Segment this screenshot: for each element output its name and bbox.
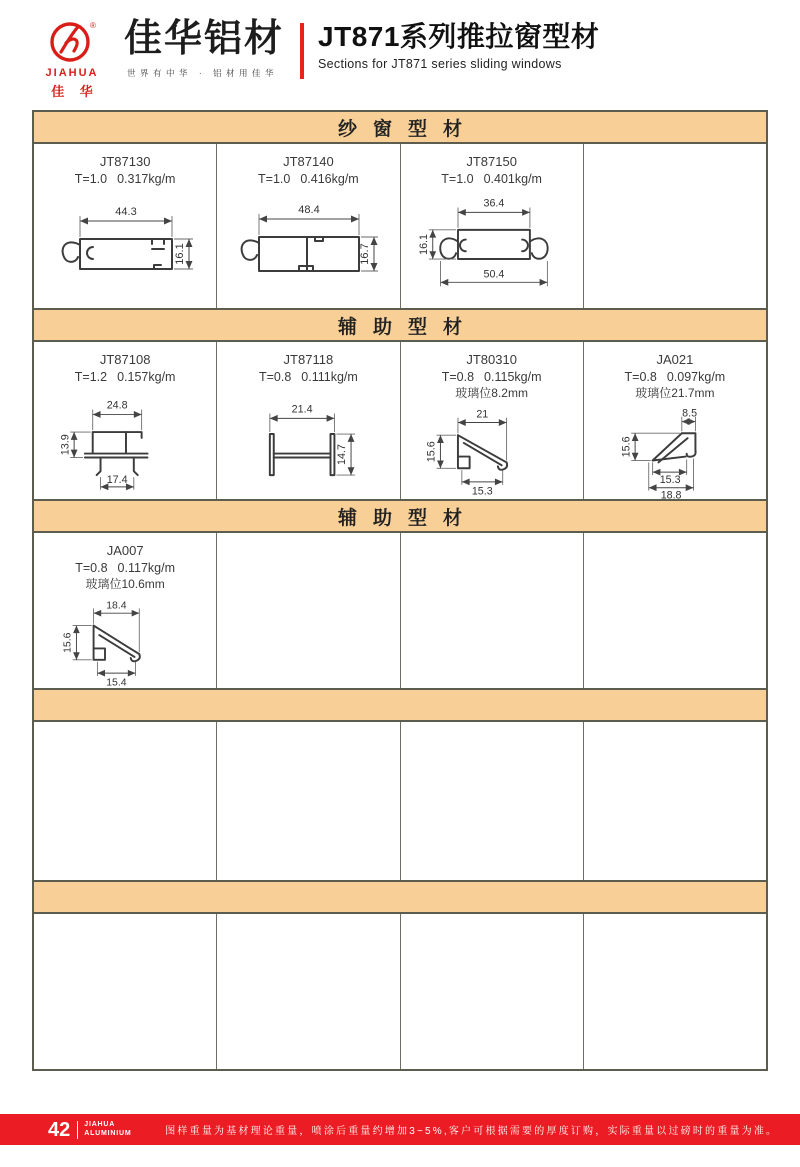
table-row <box>34 342 766 499</box>
series-title-en: Sections for JT871 series sliding windows <box>318 56 562 71</box>
table-row <box>34 144 766 308</box>
dim-label-top: 8.5 <box>682 407 697 420</box>
dim-label-left: 15.6 <box>62 632 74 653</box>
profile-drawing-ja021 <box>590 406 760 499</box>
profile-code: JT87118 <box>283 352 334 367</box>
empty-cell <box>400 722 583 880</box>
profile-spec: T=0.8 0.111kg/m <box>258 369 358 384</box>
page-number: 42 <box>48 1118 71 1141</box>
logo-brand-en: JIAHUA <box>45 67 99 79</box>
empty-cell <box>583 144 766 308</box>
dim-label-left: 15.6 <box>425 440 438 462</box>
table-row <box>34 722 766 880</box>
table-row <box>34 914 766 1069</box>
profile-spec: T=1.0 0.416kg/m <box>258 171 359 186</box>
table-row <box>34 533 766 688</box>
profile-code: JT80310 <box>466 352 517 367</box>
empty-cell <box>400 914 583 1069</box>
profile-spec: T=1.0 0.317kg/m <box>74 171 176 186</box>
profile-glass-position: 玻璃位10.6mm <box>85 577 165 592</box>
company-slogan: 世界有中华 · 铝材用佳华 <box>127 67 279 78</box>
profile-spec: T=1.2 0.157kg/m <box>74 369 176 384</box>
profile-cell-jt87118 <box>216 342 399 499</box>
series-title-cn: JT871系列推拉窗型材 <box>318 21 600 52</box>
dim-label-top: 24.8 <box>106 399 128 412</box>
dim-label-left: 15.6 <box>620 436 633 457</box>
profile-cell-ja007 <box>34 533 216 688</box>
profile-spec: T=0.8 0.097kg/m <box>624 369 726 384</box>
dim-label-bottom-outer: 18.8 <box>660 489 682 499</box>
profile-cell-jt87150 <box>400 144 583 308</box>
profile-code: JA021 <box>656 352 694 367</box>
logo-brand-cn: 佳 华 <box>51 84 99 99</box>
profile-cell-jt87140 <box>216 144 399 308</box>
profile-drawing-jt87150 <box>407 191 577 308</box>
footer-brand: JIAHUA ALUMINIUM <box>84 1121 132 1137</box>
dim-label-bottom: 15.4 <box>106 677 127 688</box>
empty-cell <box>34 722 216 880</box>
empty-cell <box>34 914 216 1069</box>
profile-glass-position: 玻璃位21.7mm <box>635 386 715 401</box>
dim-label-right: 16.1 <box>174 243 187 266</box>
profile-cell-jt87108 <box>34 342 216 499</box>
dim-label-left: 13.9 <box>59 434 72 456</box>
empty-cell <box>400 533 583 688</box>
jiahua-logo-icon <box>47 20 97 66</box>
registered-mark: ® <box>90 21 96 30</box>
section-band-auxiliary-profiles-2: 辅助型材 <box>34 499 766 533</box>
profile-drawing-jt87140 <box>223 191 393 307</box>
profile-drawing-jt87108 <box>40 389 210 499</box>
dim-label-top: 21.4 <box>292 403 313 416</box>
dim-label-top: 44.3 <box>115 206 137 219</box>
empty-cell <box>583 722 766 880</box>
profile-drawing-jt87130 <box>40 191 210 307</box>
profile-code: JT87150 <box>466 154 517 169</box>
profile-code: JA007 <box>106 543 144 558</box>
empty-cell <box>216 533 399 688</box>
profile-drawing-jt87118 <box>223 389 393 499</box>
page-footer <box>0 1114 800 1145</box>
section-band-auxiliary-profiles-1: 辅助型材 <box>34 308 766 342</box>
dim-label-top: 48.4 <box>298 204 321 217</box>
page-header <box>26 20 599 100</box>
company-name: 佳华铝材 <box>124 18 285 60</box>
section-band-empty-2 <box>34 880 766 914</box>
jiahua-logo <box>26 20 118 100</box>
profile-cell-ja021 <box>583 342 766 499</box>
profile-table <box>32 110 768 1071</box>
dim-label-top: 18.4 <box>106 600 127 612</box>
empty-cell <box>583 533 766 688</box>
footer-divider <box>77 1121 78 1139</box>
profile-spec: T=0.8 0.117kg/m <box>75 560 175 575</box>
series-title-block <box>318 20 599 71</box>
profile-spec: T=1.0 0.401kg/m <box>441 171 542 186</box>
dim-label-bottom: 50.4 <box>483 268 504 281</box>
dim-label-top: 21 <box>475 408 488 421</box>
dim-label-right: 16.7 <box>359 243 372 266</box>
dim-label-bottom: 17.4 <box>106 474 128 487</box>
profile-code: JT87140 <box>283 154 334 169</box>
dim-label-left: 16.1 <box>417 234 430 256</box>
empty-cell <box>216 722 399 880</box>
profile-cell-jt87130 <box>34 144 216 308</box>
empty-cell <box>216 914 399 1069</box>
profile-code: JT87108 <box>99 352 151 367</box>
header-divider <box>300 23 304 79</box>
profile-drawing-ja007 <box>40 597 210 688</box>
empty-cell <box>583 914 766 1069</box>
section-band-empty-1 <box>34 688 766 722</box>
profile-glass-position: 玻璃位8.2mm <box>455 386 528 401</box>
profile-spec: T=0.8 0.115kg/m <box>441 369 542 384</box>
profile-drawing-jt80310 <box>407 406 577 499</box>
dim-label-bottom: 15.3 <box>471 485 493 498</box>
company-block <box>124 20 284 79</box>
section-band-screen-profiles: 纱窗型材 <box>34 112 766 144</box>
footer-note: 图样重量为基材理论重量，喷涂后重量约增加3~5%,客户可根据需要的厚度订购，实际重量以过磅时的重量为准。 <box>165 1126 779 1137</box>
profile-code: JT87130 <box>99 154 151 169</box>
dim-label-right: 14.7 <box>336 444 349 466</box>
dim-label-top: 36.4 <box>483 197 504 210</box>
dim-label-bottom-inner: 15.3 <box>659 473 681 486</box>
profile-cell-jt80310 <box>400 342 583 499</box>
